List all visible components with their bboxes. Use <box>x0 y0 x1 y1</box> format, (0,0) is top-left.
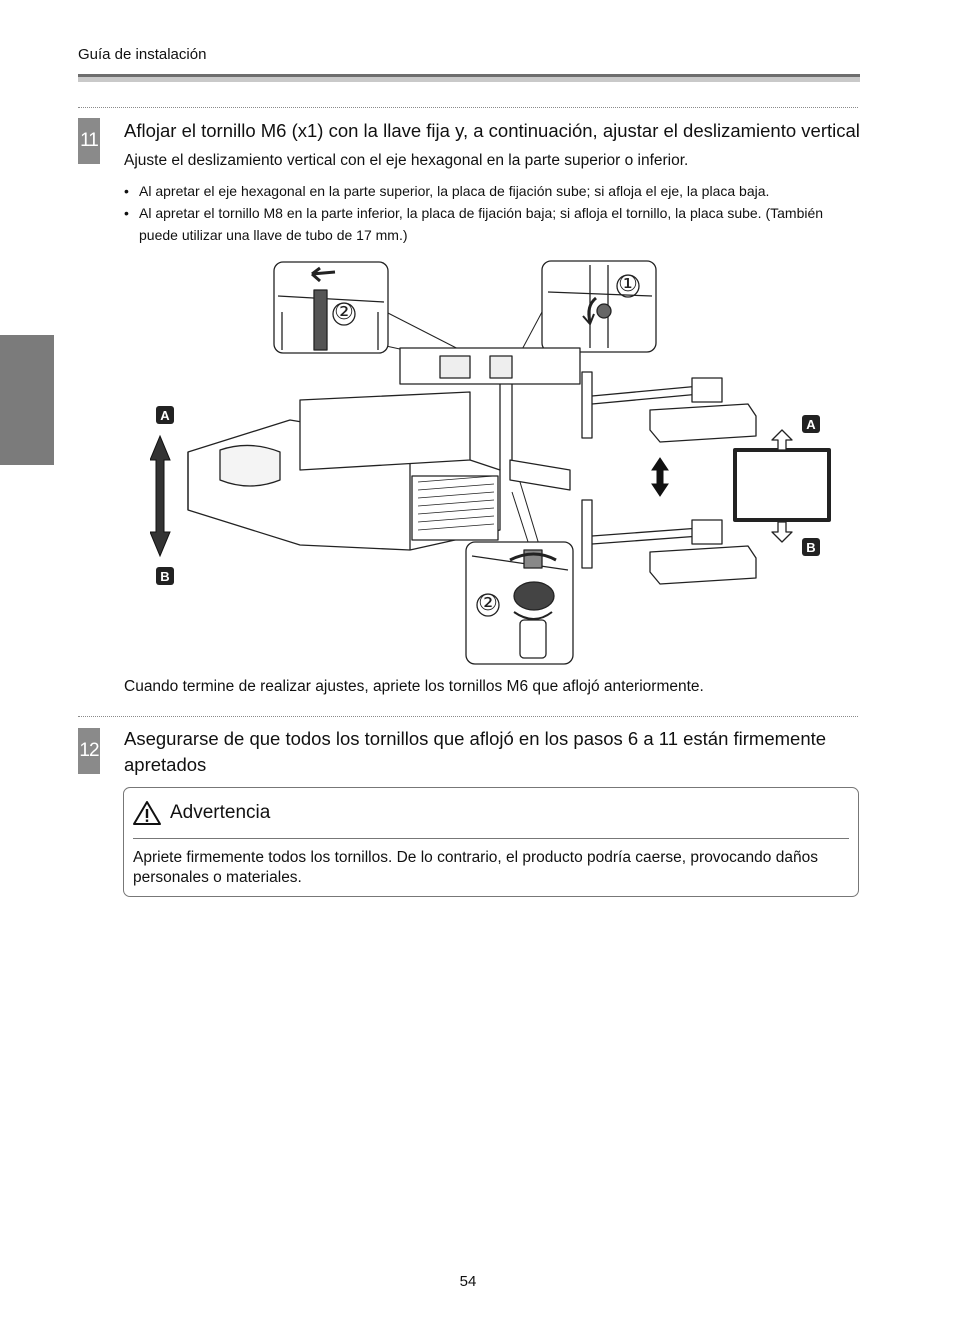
label-a-left: A <box>160 408 170 423</box>
callout-2-bottom: ② <box>478 591 498 616</box>
section-divider <box>78 107 858 108</box>
callout-2-top: ② <box>334 300 354 325</box>
screen-image-icon <box>735 450 829 520</box>
warning-triangle-icon <box>132 800 162 826</box>
bullet-text-continued: puede utilizar una llave de tubo de 17 mm.) <box>139 227 408 243</box>
bullet-item: • Al apretar el eje hexagonal en la parte superior, la placa de fijación sube; si afloja el eje, la placa baja. <box>124 180 864 202</box>
bullet-item <box>124 202 864 246</box>
warning-box <box>123 787 859 897</box>
header-title: Guía de instalación <box>78 46 207 63</box>
step-title-line: Asegurarse de que todos los tornillos que aflojó en los pasos 6 a 11 están firmemente <box>124 728 827 749</box>
chapter-side-tab <box>0 335 54 465</box>
callout-1: ① <box>618 272 638 297</box>
installation-figure <box>150 256 840 668</box>
step-description: Ajuste el deslizamiento vertical con el eje hexagonal en la parte superior o inferior. <box>124 152 689 169</box>
step-number-badge: 11 <box>78 118 100 164</box>
step-title: Aflojar el tornillo M6 (x1) con la llave fija y, a continuación, ajustar el deslizamiento vertical <box>124 120 860 141</box>
bullet-text: Al apretar el tornillo M8 en la parte inferior, la placa de fijación baja; si afloja el tornillo, la placa sube. (También <box>139 205 824 221</box>
header-rule-shadow <box>78 77 860 82</box>
warning-divider <box>133 838 849 839</box>
bullet-list <box>124 180 864 246</box>
warning-header <box>132 798 270 828</box>
step-number-badge: 12 <box>78 728 100 774</box>
step-closing-note: Cuando termine de realizar ajustes, apriete los tornillos M6 que aflojó anteriormente. <box>124 678 704 695</box>
label-a-right: A <box>806 417 816 432</box>
page-number: 54 <box>459 1273 477 1290</box>
warning-title: Advertencia <box>170 802 271 823</box>
label-b-left: B <box>160 569 170 584</box>
step-title <box>124 726 826 778</box>
warning-text: Apriete firmemente todos los tornillos. De lo contrario, el producto podría caerse, provocando daños personales o materiales. <box>133 849 818 886</box>
section-divider <box>78 716 858 717</box>
step-title-line: apretados <box>124 754 207 775</box>
label-b-right: B <box>806 540 816 555</box>
inset-detail-top-left <box>274 262 388 353</box>
